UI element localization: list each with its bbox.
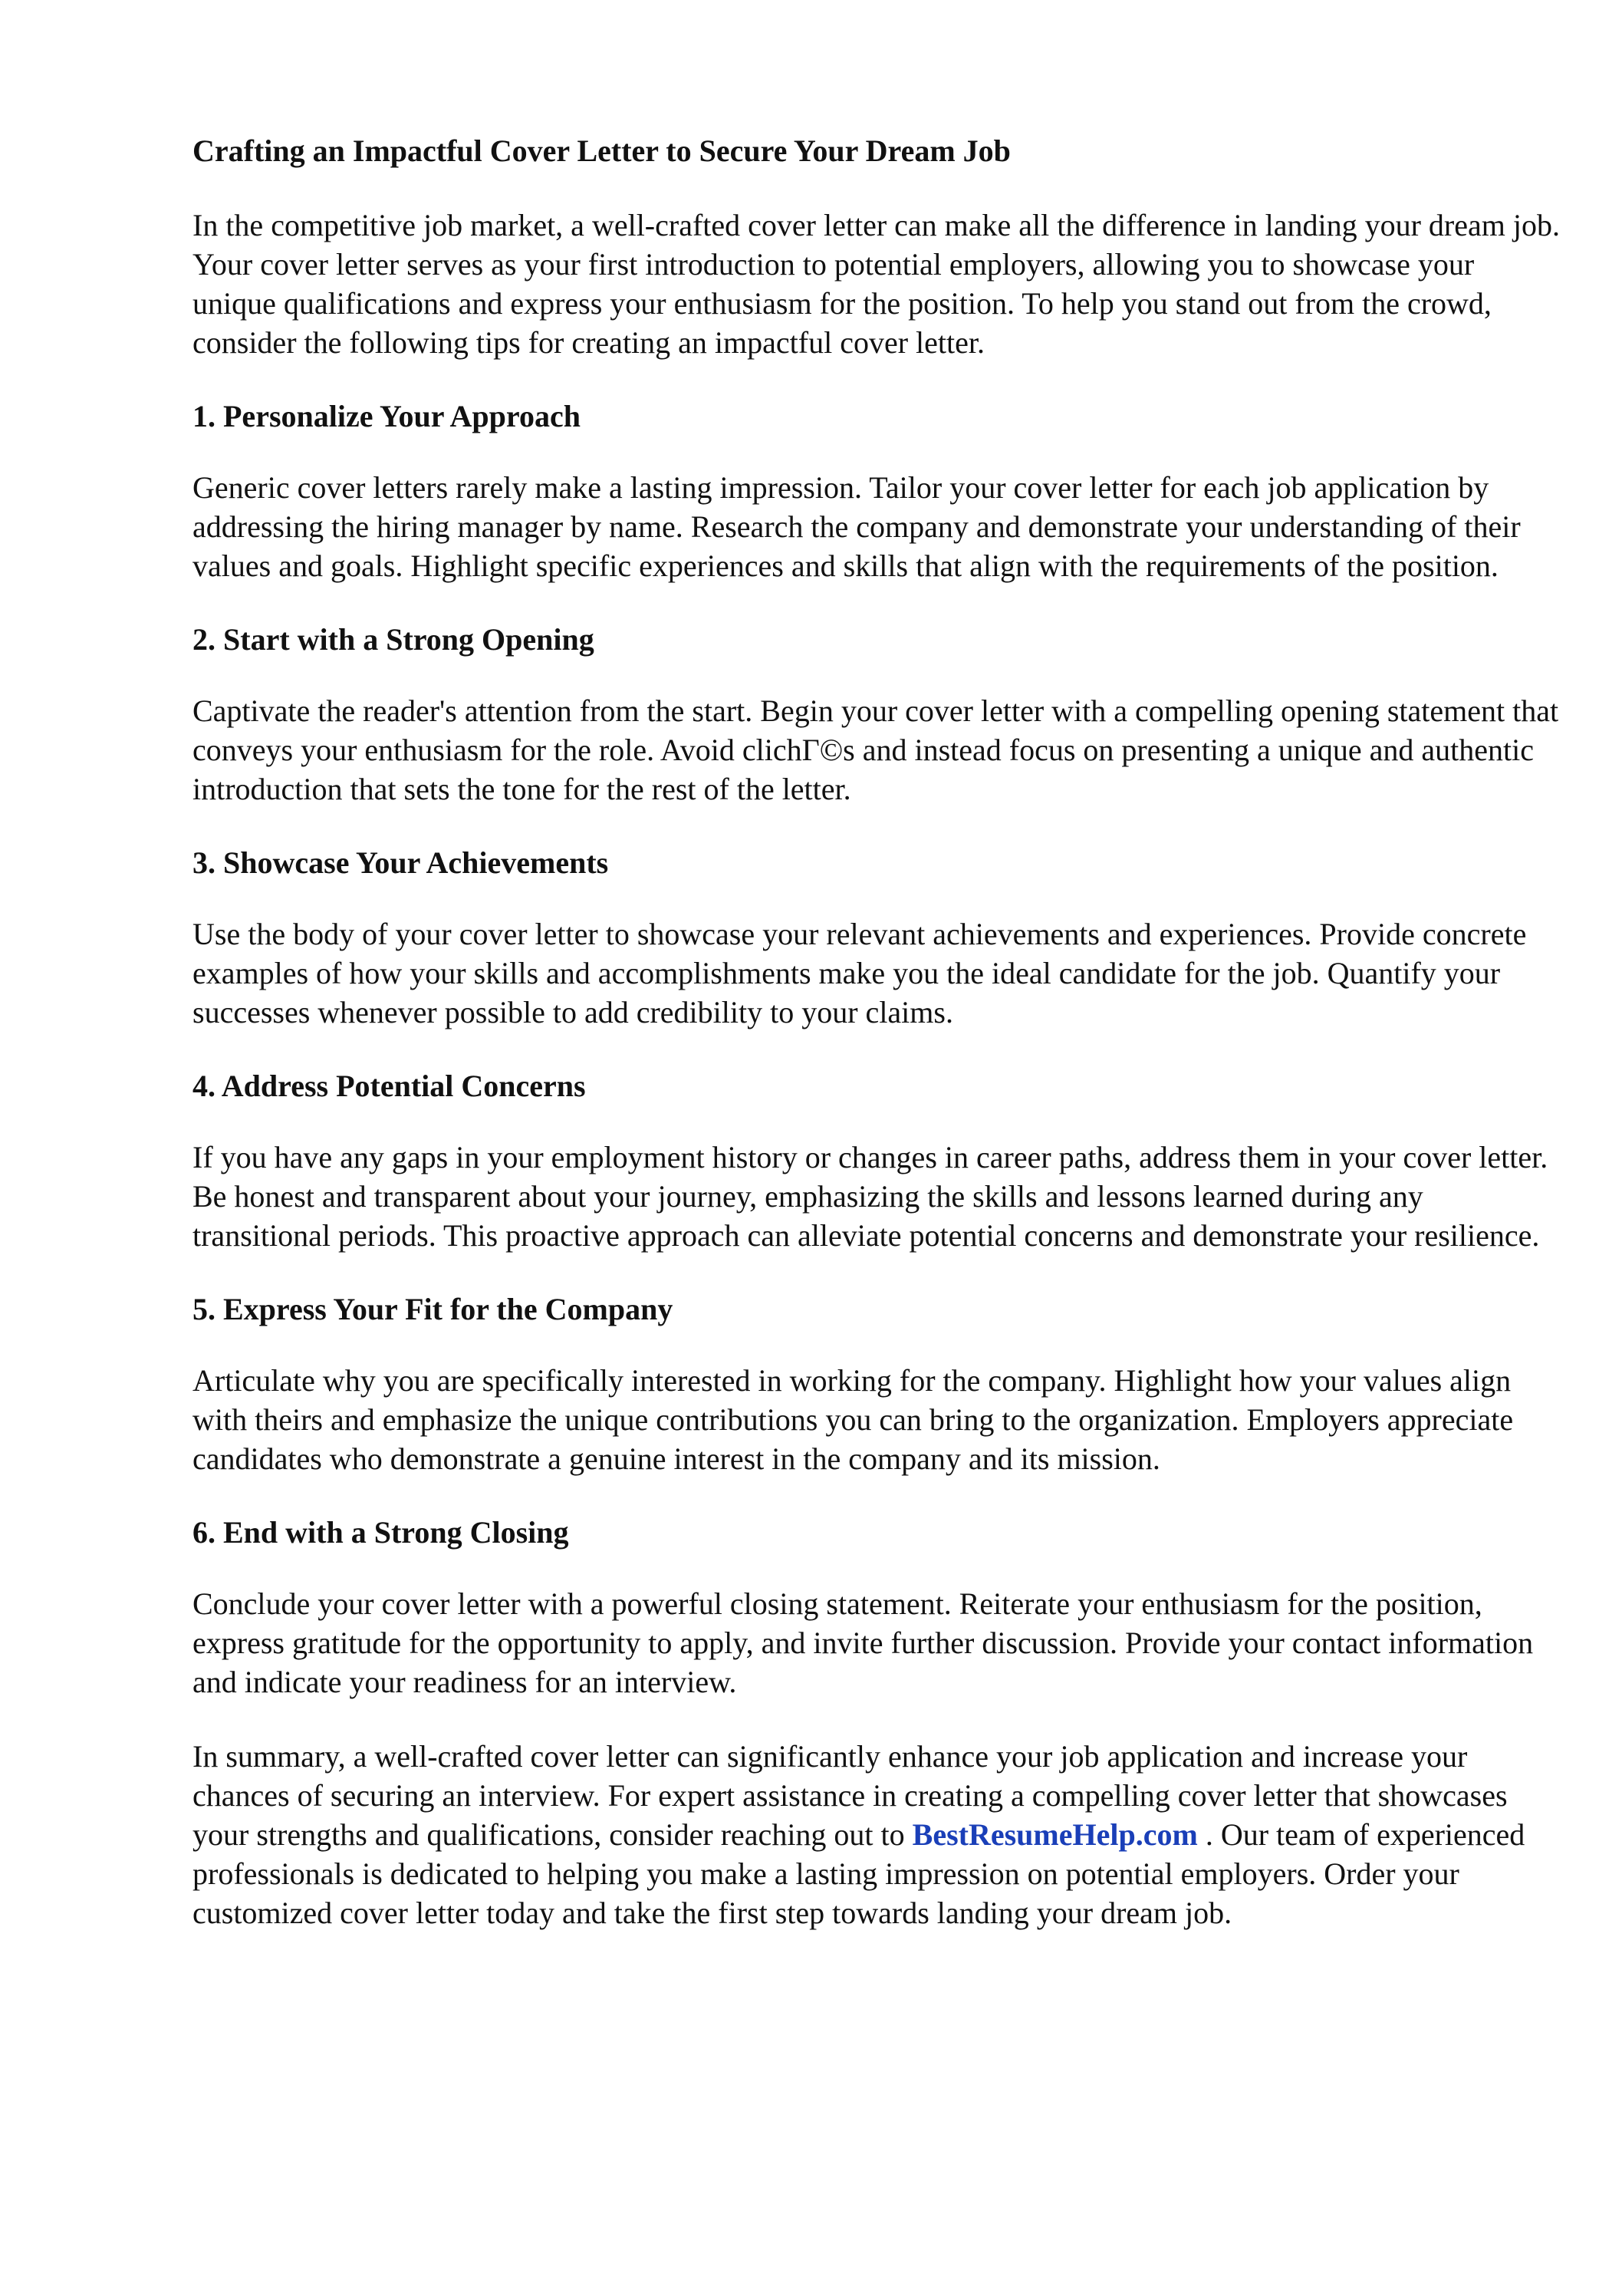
summary-paragraph	[192, 1737, 1565, 1932]
section-heading: 1. Personalize Your Approach	[192, 399, 581, 433]
section-heading: 3. Showcase Your Achievements	[192, 845, 609, 880]
section-paragraph: Articulate why you are specifically interested in working for the company. Highlight how your values align with theirs and emphasize the unique contributions you can bring to the organization. Employers appreciate candidates who demonstrate a genuine interest in the company and its mission.	[192, 1363, 1514, 1476]
section-achievements	[192, 844, 1565, 1032]
document-body	[192, 132, 1565, 1968]
summary-text-before-link: In summary, a well-crafted cover letter can significantly enhance your job application and increase your chances of securing an interview. For expert assistance in creating a compelling cover letter that showcases your strengths and qualifications, consider reaching out to	[192, 1739, 1508, 1852]
section-paragraph: Generic cover letters rarely make a lasting impression. Tailor your cover letter for each job application by addressing the hiring manager by name. Research the company and demonstrate your understanding of their values and goals. Highlight specific experiences and skills that align with the requirements of the position.	[192, 470, 1521, 583]
section-strong-closing	[192, 1514, 1565, 1701]
section-paragraph: Captivate the reader's attention from the start. Begin your cover letter with a compelling opening statement that conveys your enthusiasm for the role. Avoid clichΓ©s and instead focus on presenting a unique and authentic introduction that sets the tone for the rest of the letter.	[192, 693, 1559, 806]
section-company-fit	[192, 1290, 1565, 1478]
section-heading: 4. Address Potential Concerns	[192, 1069, 586, 1103]
section-paragraph: Conclude your cover letter with a powerful closing statement. Reiterate your enthusiasm for the position, express gratitude for the opportunity to apply, and invite further discussion. Provide your contact information and indicate your readiness for an interview.	[192, 1586, 1534, 1699]
section-paragraph: If you have any gaps in your employment history or changes in career paths, address them in your cover letter. Be honest and transparent about your journey, emphasizing the skills and lessons learned during any transitional periods. This proactive approach can alleviate potential concerns and demonstrate your resilience.	[192, 1140, 1548, 1253]
section-heading: 6. End with a Strong Closing	[192, 1515, 569, 1550]
section-strong-opening	[192, 621, 1565, 809]
section-concerns	[192, 1067, 1565, 1255]
section-personalize	[192, 397, 1565, 585]
summary-text-after-link: . Our team of experienced professionals is dedicated to helping you make a lasting impression on potential employers. Order your customized cover letter today and take the first step towards landing your dream job.	[192, 1817, 1525, 1930]
document-title: Crafting an Impactful Cover Letter to Secure Your Dream Job	[192, 133, 1011, 168]
section-paragraph: Use the body of your cover letter to showcase your relevant achievements and experiences. Provide concrete examples of how your skills and accomplishments make you the ideal candidate for the job. Quantify your successes whenever possible to add credibility to your claims.	[192, 917, 1527, 1029]
bestresumehelp-link[interactable]: BestResumeHelp.com	[912, 1817, 1198, 1852]
intro-paragraph: In the competitive job market, a well-crafted cover letter can make all the difference in landing your dream job. Your cover letter serves as your first introduction to potential employers, allowing you to showcase your unique qualifications and express your enthusiasm for the position. To help you stand out from the crowd, consider the following tips for creating an impactful cover letter.	[192, 208, 1560, 360]
section-heading: 5. Express Your Fit for the Company	[192, 1292, 673, 1326]
section-heading: 2. Start with a Strong Opening	[192, 622, 594, 657]
